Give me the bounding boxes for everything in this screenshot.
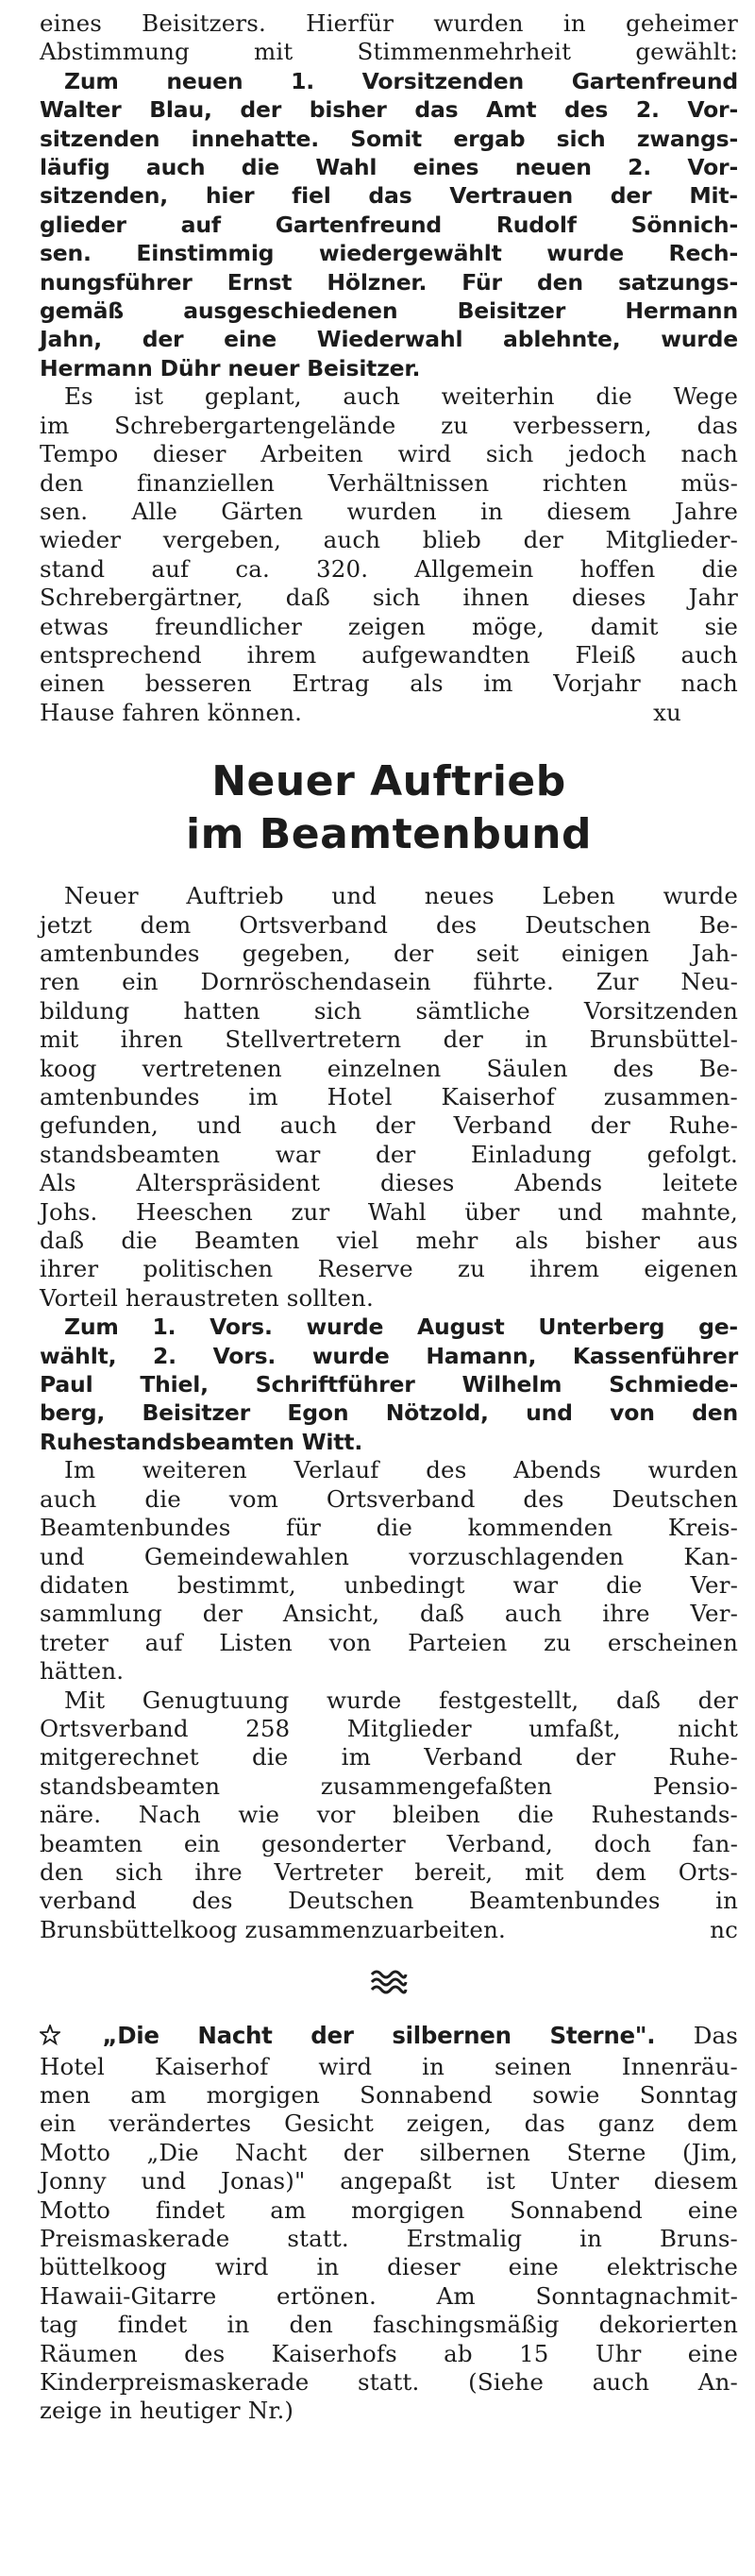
text-line: Neuer Auftrieb und neues Leben wurde <box>64 882 738 910</box>
text-line: Räumen des Kaiserhofs ab 15 Uhr eine <box>40 2339 738 2367</box>
text-line: nungsführer Ernst Hölzner. Für den satzungs- <box>40 268 738 296</box>
candidates-paragraph <box>40 1456 738 1686</box>
text-line: Im weiteren Verlauf des Abends wurden <box>64 1456 738 1484</box>
text-line: sitzenden innehatte. Somit ergab sich zwangs- <box>40 125 738 152</box>
gardens-paragraph <box>40 382 738 727</box>
last-line-text: Brunsbüttelkoog zusammenzuarbeiten. <box>40 1915 506 1943</box>
text-line: Johs. Heeschen zur Wahl über und mahnte, <box>40 1197 738 1226</box>
text-line: treter auf Listen von Parteien zu erscheinen <box>40 1628 738 1656</box>
text-line: amtenbundes gegeben, der seit einigen Jah- <box>40 939 738 967</box>
text-fragment: Das <box>693 2022 738 2050</box>
text-line: zeige in heutiger Nr.) <box>40 2397 294 2425</box>
text-line: Abstimmung mit Stimmenmehrheit gewählt: <box>40 38 738 66</box>
headline-line: im Beamtenbund <box>185 810 592 859</box>
text-line: Preismaskerade statt. Erstmalig in Bruns- <box>40 2225 738 2253</box>
text-line: Vorteil heraustreten sollten. <box>40 1283 374 1312</box>
text-line: stand auf ca. 320. Allgemein hoffen die <box>40 554 738 583</box>
text-line: jetzt dem Ortsverband des Deutschen Be- <box>40 910 738 939</box>
text-line: sitzenden, hier fiel das Vertrauen der Mit- <box>40 182 738 210</box>
text-line: ein verändertes Gesicht zeigen, das ganz dem <box>40 2110 738 2138</box>
text-line: etwas freundlicher zeigen möge, damit sie <box>40 612 738 640</box>
event-title: „Die Nacht der silbernen Sterne". <box>102 2022 656 2050</box>
text-line: Jahn, der eine Wiederwahl ablehnte, wurde <box>40 326 738 353</box>
text-line: ren ein Dornröschendasein führte. Zur Neu- <box>40 968 738 996</box>
text-line: daß die Beamten viel mehr als bisher aus <box>40 1227 738 1255</box>
text-line: gefunden, und auch der Verband der Ruhe- <box>40 1111 738 1140</box>
text-line: ihrer politischen Reserve zu ihrem eigenen <box>40 1255 738 1283</box>
last-line-text: Hause fahren können. <box>40 698 303 726</box>
text-line: einen besseren Ertrag als im Vorjahr nach <box>40 669 738 698</box>
wave-separator-icon <box>40 1967 738 2005</box>
text-line: koog vertretenen einzelnen Säulen des Be- <box>40 1054 738 1082</box>
text-line: wieder vergeben, auch blieb der Mitglieder- <box>40 526 738 554</box>
text-line: läufig auch die Wahl eines neuen 2. Vor- <box>40 154 738 181</box>
text-line: näre. Nach wie vor bleiben die Ruhestands- <box>40 1801 738 1829</box>
text-line: den sich ihre Vertreter bereit, mit dem Orts- <box>40 1857 738 1886</box>
article-schrebergarten <box>40 9 738 727</box>
text-line: men am morgigen Sonnabend sowie Sonntag <box>40 2081 738 2109</box>
author-signature: nc <box>710 1915 738 1943</box>
text-line: im Schrebergartengelände zu verbessern, das <box>40 411 738 439</box>
text-line: Zum 1. Vors. wurde August Unterberg ge- <box>64 1313 738 1341</box>
text-line: beamten ein gesonderter Verband, doch fan- <box>40 1829 738 1857</box>
text-line: büttelkoog wird in dieser eine elektrische <box>40 2253 738 2281</box>
text-line: mit ihren Stellvertretern der in Brunsbüttel- <box>40 1025 738 1054</box>
text-line: Hawaii-Gitarre ertönen. Am Sonntagnachmit- <box>40 2281 738 2310</box>
text-line: Jonny und Jonas)" angepaßt ist Unter diesem <box>40 2167 738 2195</box>
text-line: standsbeamten zusammengefaßten Pensio- <box>40 1771 738 1800</box>
text-line: Beamtenbundes für die kommenden Kreis- <box>40 1514 738 1542</box>
text-line: Ruhestandsbeamten Witt. <box>40 1428 363 1455</box>
event-paragraph <box>40 2022 738 2426</box>
text-line: auch die vom Ortsverband des Deutschen <box>40 1484 738 1513</box>
text-line: bildung hatten sich sämtliche Vorsitzenden <box>40 996 738 1025</box>
text-line: Mit Genugtuung wurde festgestellt, daß der <box>64 1686 738 1714</box>
article-silberne-sterne <box>40 2022 738 2426</box>
text-line: Zum neuen 1. Vorsitzenden Gartenfreund <box>64 67 738 94</box>
text-line: sammlung der Ansicht, daß auch ihre Ver- <box>40 1600 738 1628</box>
text-line: Tempo dieser Arbeiten wird sich jedoch nach <box>40 440 738 468</box>
text-line: verband des Deutschen Beamtenbundes in <box>40 1887 738 1915</box>
text-line: Hotel Kaiserhof wird in seinen Innenräu- <box>40 2052 738 2080</box>
text-line: Kinderpreismaskerade statt. (Siehe auch An- <box>40 2368 738 2397</box>
headline-line: Neuer Auftrieb <box>211 757 566 806</box>
text-line: gemäß ausgeschiedenen Beisitzer Hermann <box>40 297 738 325</box>
text-line: sen. Einstimmig wiedergewählt wurde Rech- <box>40 240 738 267</box>
text-line: entsprechend ihrem aufgewandten Fleiß auch <box>40 640 738 669</box>
article-beamtenbund <box>40 755 738 1944</box>
text-line: eines Beisitzers. Hierfür wurden in geheimer <box>40 9 738 37</box>
election-results-paragraph <box>40 1313 738 1456</box>
text-line: sen. Alle Gärten wurden in diesem Jahre <box>40 497 738 525</box>
text-line: wählt, 2. Vors. wurde Hamann, Kassenführer <box>40 1342 738 1369</box>
star-icon <box>40 2024 64 2052</box>
text-line: Es ist geplant, auch weiterhin die Wege <box>64 382 738 411</box>
text-line: Hermann Dühr neuer Beisitzer. <box>40 354 421 381</box>
election-results-paragraph <box>40 67 738 382</box>
author-signature: xu <box>653 698 681 726</box>
text-line: Als Alterspräsident dieses Abends leitete <box>40 1169 738 1197</box>
text-line: amtenbundes im Hotel Kaiserhof zusammen- <box>40 1083 738 1110</box>
text-line: hätten. <box>40 1657 125 1686</box>
text-line: Motto findet am morgigen Sonnabend eine <box>40 2195 738 2224</box>
article-headline <box>40 755 738 861</box>
membership-paragraph <box>40 1686 738 1945</box>
text-line: Paul Thiel, Schriftführer Wilhelm Schmiede- <box>40 1371 738 1398</box>
intro-paragraph <box>40 9 738 67</box>
text-line: standsbeamten war der Einladung gefolgt. <box>40 1140 738 1168</box>
text-line: den finanziellen Verhältnissen richten müs- <box>40 468 738 497</box>
text-line <box>40 699 738 727</box>
text-line: Ortsverband 258 Mitglieder umfaßt, nicht <box>40 1714 738 1742</box>
text-line: und Gemeindewahlen vorzuschlagenden Kan- <box>40 1542 738 1570</box>
text-line: Motto „Die Nacht der silbernen Sterne (Jim, <box>40 2138 738 2166</box>
text-line: berg, Beisitzer Egon Nötzold, und von den <box>40 1399 738 1427</box>
text-line: Walter Blau, der bisher das Amt des 2. Vor- <box>40 96 738 124</box>
text-line: mitgerechnet die im Verband der Ruhe- <box>40 1743 738 1771</box>
text-line: Schrebergärtner, daß sich ihnen dieses Jahr <box>40 584 738 612</box>
intro-paragraph <box>40 882 738 1313</box>
text-line: didaten bestimmt, unbedingt war die Ver- <box>40 1570 738 1599</box>
text-line <box>40 1916 738 1944</box>
text-line: tag findet in den faschingsmäßig dekorierten <box>40 2311 738 2339</box>
text-line: glieder auf Gartenfreund Rudolf Sönnich- <box>40 211 738 238</box>
text-line <box>40 2022 738 2052</box>
